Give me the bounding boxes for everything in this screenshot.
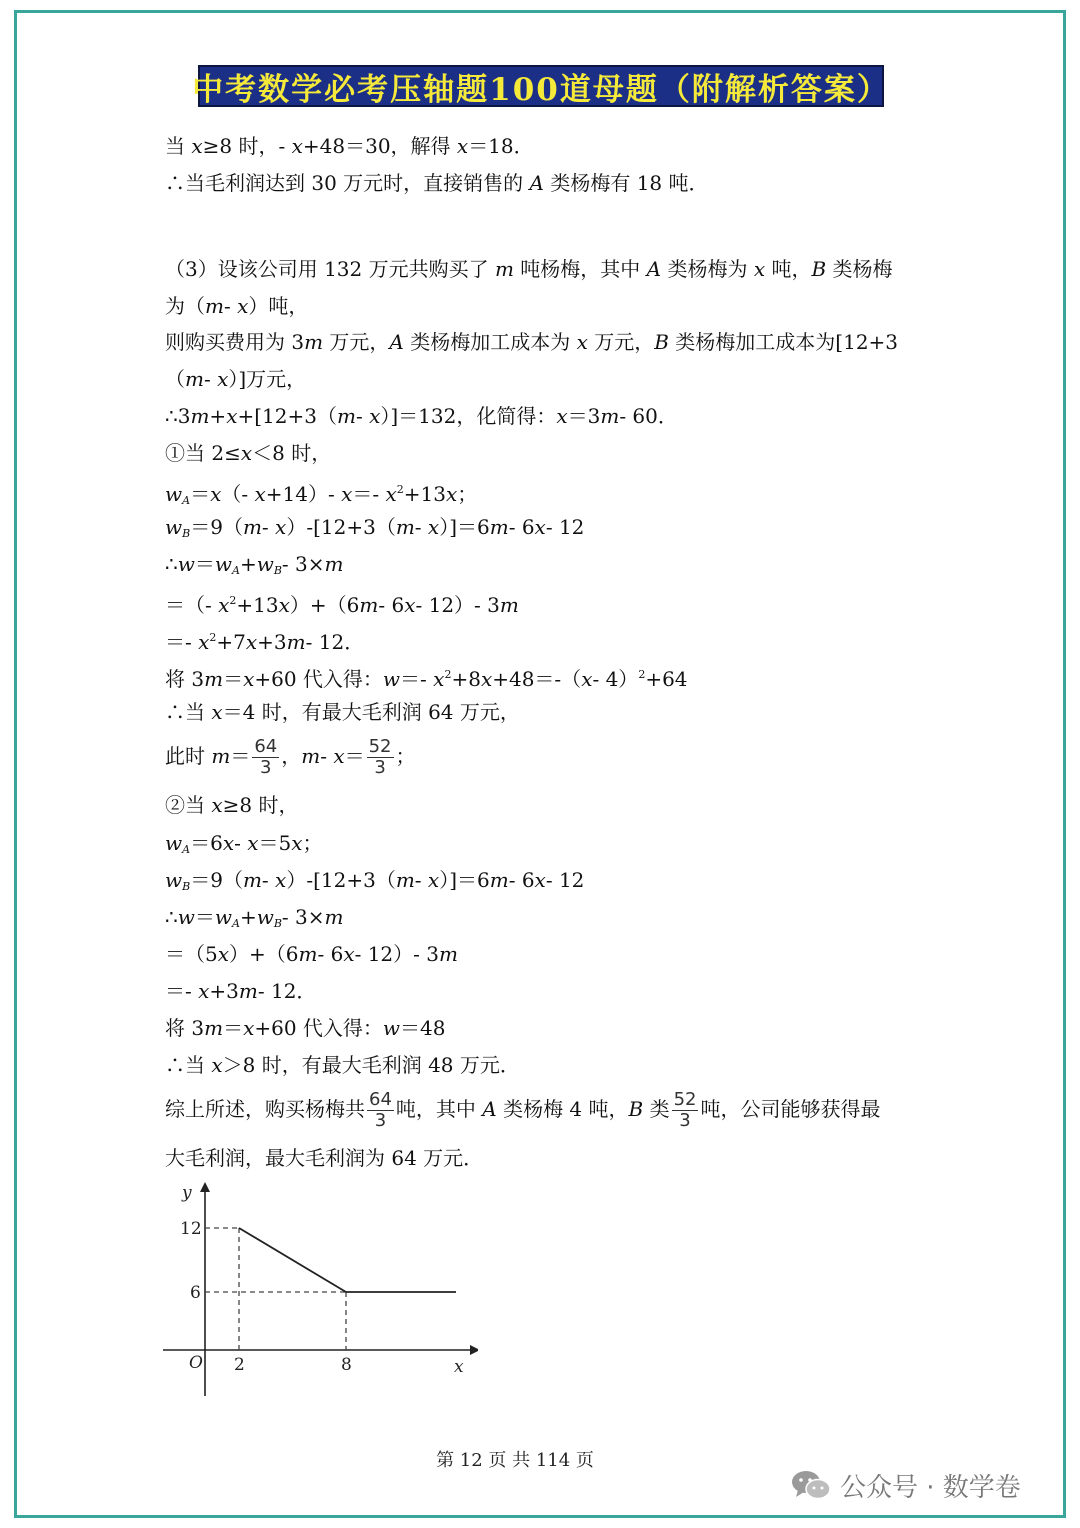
fraction: $\frac{52}{3}$ (673, 1089, 697, 1131)
solution-line: （3）设该公司用 132 万元共购买了 m 吨杨梅，其中 A 类杨梅为 x 吨，B 类杨梅 (165, 257, 893, 281)
wechat-icon (790, 1468, 832, 1502)
x-axis-label: x (454, 1357, 464, 1377)
solution-line: 此时 m＝ $\frac{64}{3}$ ，m- x＝ $\frac{52}{3}$ ； (165, 736, 416, 778)
page-title: 中考数学必考压轴题100道母题（附解析答案） (192, 71, 890, 108)
solution-line: ＝（- $x^2+13x)+(6m-$ 6x- 12）- 3m (165, 593, 519, 617)
y-tick-label: 6 (190, 1283, 201, 1303)
page-number: 第 12 页 共 114 页 (436, 1450, 594, 1471)
watermark-text: 公众号 · 数学卷 (840, 1472, 1021, 1503)
solution-line: 大毛利润，最大毛利润为 64 万元． (165, 1146, 484, 1170)
solution-line: ＝（5x）+（6m- 6x- 12）- 3m (165, 942, 458, 966)
solution-line: 则购买费用为 3m 万元，A 类杨梅加工成本为 x 万元，B 类杨梅加工成本为[12+3 (165, 330, 899, 354)
fraction: $\frac{64}{3}$ (254, 736, 278, 778)
piecewise-function-graph (158, 1178, 478, 1404)
function-line (239, 1228, 456, 1292)
solution-line: $\therefore w=w_A+w_B-$ 3×m (165, 552, 344, 577)
solution-line: ∴当毛利润达到 30 万元时，直接销售的 A 类杨梅有 18 吨． (165, 171, 709, 195)
solution-line: 为（m- x）吨， (165, 294, 309, 318)
solution-line: 综上所述，购买杨梅共 $\frac{64}{3}$ 吨，其中 A 类杨梅 4 吨，B 类 $\frac{52}{3}$ 吨，公司能够获得最 (165, 1089, 881, 1131)
solution-line: ∴3m+x+[12+3（m- x）]＝132，化简得：x＝3m- 60． (165, 404, 678, 428)
solution-line: 将 3m＝x+60 代入得：w＝- $x^2+8x+48=-(x-$ 4）$^2$+64 (165, 667, 688, 691)
x-tick-label: 2 (234, 1355, 245, 1375)
solution-line: $w_B=9(m-$ x）-[12+3（m- x）]＝6m- 6x- 12 (165, 868, 585, 893)
solution-line: 将 3m＝x+60 代入得：w＝48 (165, 1016, 446, 1040)
solution-line: ①当 2≤x＜8 时， (165, 441, 332, 465)
solution-line: （m- x）]万元， (165, 367, 307, 391)
x-axis-arrow-icon (470, 1345, 478, 1355)
solution-line: ＝- x+3m- 12． (165, 979, 317, 1003)
solution-line: $\therefore w=w_A+w_B-$ 3×m (165, 905, 344, 930)
x-tick-label: 8 (341, 1355, 352, 1375)
fraction: $\frac{52}{3}$ (368, 736, 392, 778)
solution-line: $w_A=x(-$ x+14）- x＝- $x^2+13x$； (165, 482, 478, 507)
solution-line: ∴当 x＞8 时，有最大毛利润 48 万元． (165, 1053, 520, 1077)
y-axis-label: y (182, 1183, 192, 1203)
solution-line: $w_A=6x-$ x＝5x； (165, 831, 323, 856)
solution-line: ②当 x≥8 时， (165, 793, 299, 817)
fraction: $\frac{64}{3}$ (369, 1089, 392, 1131)
y-axis-arrow-icon (200, 1182, 210, 1192)
page-title-banner (192, 65, 890, 108)
solution-line: $w_B=9(m-$ x）-[12+3（m- x）]＝6m- 6x- 12 (165, 515, 585, 540)
watermark (790, 1467, 1021, 1503)
origin-label: O (189, 1353, 203, 1373)
solution-line: ∴当 x＝4 时，有最大毛利润 64 万元， (165, 700, 520, 724)
y-tick-label: 12 (180, 1219, 202, 1239)
solution-line: 当 x≥8 时，- x+48＝30，解得 x＝18． (165, 134, 534, 158)
solution-line: ＝- $x^2+7x+3m-$ 12． (165, 630, 365, 654)
